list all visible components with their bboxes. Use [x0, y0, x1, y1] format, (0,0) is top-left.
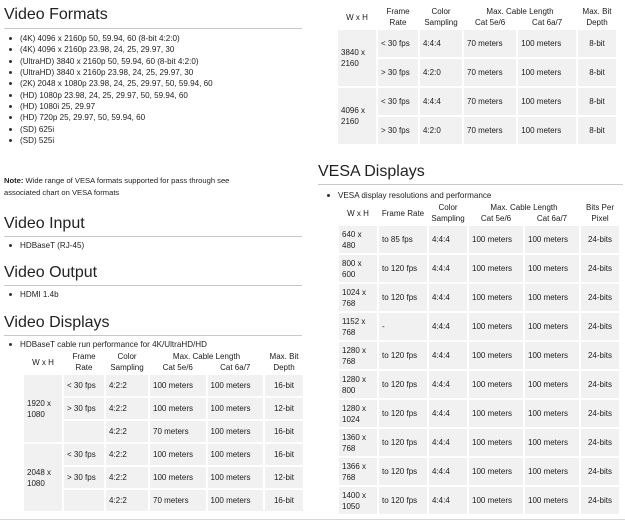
resolution-cell: 2048 x 1080 [23, 443, 63, 512]
frame-rate-cell: > 30 fps [63, 466, 105, 489]
cat5-cell: 70 meters [149, 489, 207, 512]
cat6-cell: 100 meters [207, 374, 265, 397]
cat5-cell: 70 meters [463, 116, 517, 145]
resolution-cell: 640 x 480 [338, 225, 378, 254]
frame-rate-cell: > 30 fps [377, 116, 419, 145]
bits-per-pixel-cell: 24-bits [580, 428, 620, 457]
video-input-rule [4, 236, 302, 237]
video-displays-table [22, 351, 305, 513]
video-formats-list [4, 33, 213, 146]
cat5-cell: 100 meters [149, 397, 207, 420]
vesa-head-frame-rate: Frame Rate [378, 202, 428, 225]
note-label: Note: [4, 176, 24, 185]
video-input-item: HDBaseT (RJ-45) [4, 240, 84, 251]
cat5-cell: 100 meters [468, 486, 524, 515]
vesa-head-color: Color Sampling [428, 202, 468, 225]
resolution-cell: 800 x 600 [338, 254, 378, 283]
color-sampling-cell: 4:4:4 [419, 87, 463, 116]
video-format-item: (UltraHD) 3840 x 2160p 23.98, 24, 25, 29.97, 30 [4, 67, 213, 78]
table-row [337, 58, 617, 87]
frame-rate-cell: < 30 fps [63, 374, 105, 397]
cat5-cell: 100 meters [468, 283, 524, 312]
frame-rate-cell: > 30 fps [377, 58, 419, 87]
bits-per-pixel-cell: 24-bits [580, 370, 620, 399]
vesa-displays-rule [318, 184, 623, 185]
video-formats-title: Video Formats [4, 6, 108, 23]
frame-rate-cell: - [378, 312, 428, 341]
color-sampling-cell: 4:4:4 [428, 254, 468, 283]
video-displays-title: Video Displays [4, 314, 110, 331]
frame-rate-cell: to 120 fps [378, 341, 428, 370]
cat6-cell: 100 meters [207, 397, 265, 420]
video-output-rule [4, 285, 302, 286]
frame-rate-cell: to 120 fps [378, 399, 428, 428]
video-input-list [4, 240, 84, 251]
vd-head-cat6: Cat 6a/7 [207, 362, 265, 374]
cat5-cell: 70 meters [463, 29, 517, 58]
frame-rate-cell: to 120 fps [378, 283, 428, 312]
vd-head-max-cable: Max. Cable Length [149, 351, 264, 362]
video-displays-caption: HDBaseT cable run performance for 4K/UltraHD/HD [4, 339, 207, 350]
cat5-cell: 70 meters [463, 58, 517, 87]
color-sampling-cell: 4:4:4 [428, 312, 468, 341]
video-format-item: (HD) 1080p 23.98, 24, 25, 29.97, 50, 59.94, 60 [4, 90, 213, 101]
video-format-item: (UltraHD) 3840 x 2160p 50, 59.94, 60 (8-bit 4:2:0) [4, 56, 213, 67]
bit-depth-cell: 8-bit [577, 29, 617, 58]
resolution-cell: 1280 x 768 [338, 341, 378, 370]
cat6-cell: 100 meters [517, 116, 577, 145]
cat6-cell: 100 meters [524, 341, 580, 370]
vesa-head-bpp: Bits Per Pixel [580, 202, 620, 225]
bits-per-pixel-cell: 24-bits [580, 486, 620, 515]
cat6-cell: 100 meters [524, 225, 580, 254]
bit-depth-cell: 16-bit [264, 443, 304, 466]
cat6-cell: 100 meters [524, 283, 580, 312]
cat6-cell: 100 meters [524, 399, 580, 428]
cat5-cell: 100 meters [149, 374, 207, 397]
table-row [338, 457, 620, 486]
cat5-cell: 100 meters [468, 399, 524, 428]
vd-head-cat5: Cat 5e/6 [149, 362, 207, 374]
table-row [23, 443, 304, 466]
note-line2: associated chart on VESA formats [4, 188, 120, 197]
bit-depth-cell: 12-bit [264, 397, 304, 420]
color-sampling-cell: 4:4:4 [428, 225, 468, 254]
cat5-cell: 100 meters [468, 428, 524, 457]
note-line1: Wide range of VESA formats supported for pass through see [23, 176, 230, 185]
cat5-cell: 70 meters [463, 87, 517, 116]
video-format-item: (HD) 720p 25, 29.97, 50, 59.94, 60 [4, 112, 213, 123]
resolution-cell: 1360 x 768 [338, 428, 378, 457]
vesa-caption: VESA display resolutions and performance [322, 190, 491, 201]
cat5-cell: 100 meters [468, 312, 524, 341]
cat5-cell: 100 meters [149, 443, 207, 466]
vd-head-max-bit: Max. Bit Depth [264, 351, 304, 374]
color-sampling-cell: 4:2:0 [419, 116, 463, 145]
cat5-cell: 100 meters [149, 466, 207, 489]
cat6-cell: 100 meters [524, 457, 580, 486]
table-row [338, 312, 620, 341]
color-sampling-cell: 4:4:4 [428, 283, 468, 312]
cat6-cell: 100 meters [517, 29, 577, 58]
top-head-color: Color Sampling [419, 6, 463, 29]
resolution-cell: 1280 x 800 [338, 370, 378, 399]
bits-per-pixel-cell: 24-bits [580, 254, 620, 283]
frame-rate-cell: to 120 fps [378, 486, 428, 515]
video-format-item: (2K) 2048 x 1080p 23.98, 24, 25, 29.97, 50, 59.94, 60 [4, 78, 213, 89]
table-row [338, 254, 620, 283]
video-format-item: (SD) 525i [4, 135, 213, 146]
frame-rate-cell: < 30 fps [377, 29, 419, 58]
cat6-cell: 100 meters [524, 486, 580, 515]
bits-per-pixel-cell: 24-bits [580, 225, 620, 254]
bit-depth-cell: 16-bit [264, 489, 304, 512]
color-sampling-cell: 4:2:2 [105, 420, 149, 443]
table-row [23, 466, 304, 489]
cat6-cell: 100 meters [524, 370, 580, 399]
vesa-table [337, 202, 621, 516]
video-format-item: (4K) 4096 x 2160p 50, 59.94, 60 (8-bit 4:2:0) [4, 33, 213, 44]
color-sampling-cell: 4:4:4 [428, 341, 468, 370]
bits-per-pixel-cell: 24-bits [580, 457, 620, 486]
table-row [338, 399, 620, 428]
vesa-caption-list [322, 190, 491, 201]
frame-rate-cell: < 30 fps [377, 87, 419, 116]
color-sampling-cell: 4:4:4 [428, 457, 468, 486]
bit-depth-cell: 16-bit [264, 374, 304, 397]
color-sampling-cell: 4:4:4 [428, 486, 468, 515]
cat5-cell: 100 meters [468, 254, 524, 283]
vesa-displays-title: VESA Displays [318, 163, 425, 180]
vd-head-color: Color Sampling [105, 351, 149, 374]
table-row [338, 341, 620, 370]
table-row [338, 225, 620, 254]
color-sampling-cell: 4:2:2 [105, 397, 149, 420]
video-output-title: Video Output [4, 264, 98, 281]
top-head-wxh: W x H [337, 6, 377, 29]
color-sampling-cell: 4:4:4 [428, 399, 468, 428]
resolution-cell: 1280 x 1024 [338, 399, 378, 428]
bits-per-pixel-cell: 24-bits [580, 341, 620, 370]
vd-head-frame-rate: Frame Rate [63, 351, 105, 374]
page-bottom-rule [0, 519, 625, 520]
frame-rate-cell: to 85 fps [378, 225, 428, 254]
resolution-cell: 1920 x 1080 [23, 374, 63, 443]
video-formats-rule [4, 28, 302, 29]
bits-per-pixel-cell: 24-bits [580, 283, 620, 312]
cat5-cell: 100 meters [468, 225, 524, 254]
video-format-item: (SD) 625i [4, 124, 213, 135]
bit-depth-cell: 8-bit [577, 116, 617, 145]
top-head-cat6: Cat 6a/7 [517, 17, 577, 29]
table-row [23, 489, 304, 512]
color-sampling-cell: 4:4:4 [419, 29, 463, 58]
cat6-cell: 100 meters [207, 443, 265, 466]
frame-rate-cell: < 30 fps [63, 443, 105, 466]
video-output-list [4, 289, 59, 300]
cat6-cell: 100 meters [207, 466, 265, 489]
frame-rate-cell: to 120 fps [378, 254, 428, 283]
vesa-head-wxh: W x H [338, 202, 378, 225]
frame-rate-cell: > 30 fps [63, 397, 105, 420]
bits-per-pixel-cell: 24-bits [580, 312, 620, 341]
cat6-cell: 100 meters [517, 58, 577, 87]
video-format-item: (HD) 1080i 25, 29.97 [4, 101, 213, 112]
vesa-head-cat6: Cat 6a/7 [524, 213, 580, 225]
video-output-item: HDMI 1.4b [4, 289, 59, 300]
table-row [338, 370, 620, 399]
color-sampling-cell: 4:2:0 [419, 58, 463, 87]
table-row [23, 420, 304, 443]
color-sampling-cell: 4:2:2 [105, 466, 149, 489]
top-head-frame-rate: Frame Rate [377, 6, 419, 29]
color-sampling-cell: 4:4:4 [428, 370, 468, 399]
cat5-cell: 70 meters [149, 420, 207, 443]
frame-rate-cell: to 120 fps [378, 457, 428, 486]
video-input-title: Video Input [4, 215, 85, 232]
resolution-cell: 1024 x 768 [338, 283, 378, 312]
frame-rate-cell [63, 420, 105, 443]
bit-depth-cell: 8-bit [577, 87, 617, 116]
resolution-cell: 4096 x 2160 [337, 87, 377, 145]
vd-head-wxh: W x H [23, 351, 63, 374]
table-row [337, 116, 617, 145]
bit-depth-cell: 16-bit [264, 420, 304, 443]
cat5-cell: 100 meters [468, 457, 524, 486]
resolution-cell: 1400 x 1050 [338, 486, 378, 515]
color-sampling-cell: 4:2:2 [105, 489, 149, 512]
vesa-note [4, 175, 304, 199]
top-head-max-bit: Max. Bit Depth [577, 6, 617, 29]
resolution-cell: 1152 x 768 [338, 312, 378, 341]
cat6-cell: 100 meters [524, 428, 580, 457]
table-row [23, 397, 304, 420]
bit-depth-cell: 12-bit [264, 466, 304, 489]
uhd-cable-table [336, 6, 618, 146]
bits-per-pixel-cell: 24-bits [580, 399, 620, 428]
cat6-cell: 100 meters [207, 420, 265, 443]
cat6-cell: 100 meters [207, 489, 265, 512]
video-displays-caption-list [4, 339, 207, 350]
table-row [338, 486, 620, 515]
top-head-max-cable: Max. Cable Length [463, 6, 577, 17]
top-head-cat5: Cat 5e/6 [463, 17, 517, 29]
table-row [337, 29, 617, 58]
table-row [338, 283, 620, 312]
color-sampling-cell: 4:2:2 [105, 374, 149, 397]
color-sampling-cell: 4:2:2 [105, 443, 149, 466]
video-format-item: (4K) 4096 x 2160p 23.98, 24, 25, 29.97, 30 [4, 44, 213, 55]
frame-rate-cell: to 120 fps [378, 370, 428, 399]
cat6-cell: 100 meters [524, 312, 580, 341]
frame-rate-cell [63, 489, 105, 512]
vesa-head-max-cable: Max. Cable Length [468, 202, 580, 213]
table-row [338, 428, 620, 457]
video-displays-rule [4, 335, 302, 336]
color-sampling-cell: 4:4:4 [428, 428, 468, 457]
resolution-cell: 3840 x 2160 [337, 29, 377, 87]
cat5-cell: 100 meters [468, 370, 524, 399]
table-row [337, 87, 617, 116]
frame-rate-cell: to 120 fps [378, 428, 428, 457]
bit-depth-cell: 8-bit [577, 58, 617, 87]
cat5-cell: 100 meters [468, 341, 524, 370]
cat6-cell: 100 meters [524, 254, 580, 283]
cat6-cell: 100 meters [517, 87, 577, 116]
table-row [23, 374, 304, 397]
vesa-head-cat5: Cat 5e/6 [468, 213, 524, 225]
resolution-cell: 1366 x 768 [338, 457, 378, 486]
